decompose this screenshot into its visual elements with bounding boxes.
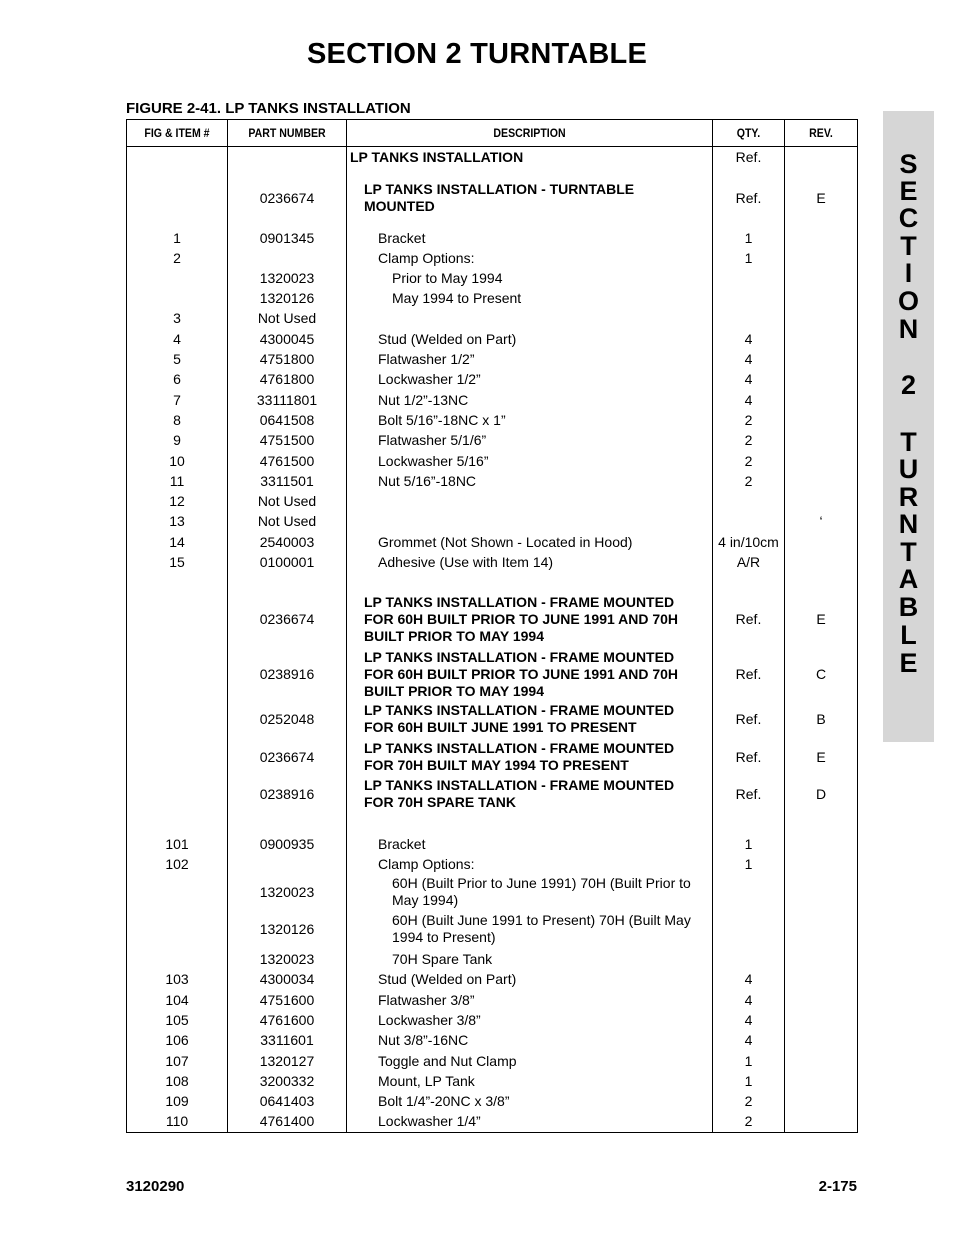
side-tab-letter: A (898, 564, 919, 594)
part-number: Not Used (257, 512, 317, 529)
table-row (127, 451, 857, 471)
description: LP TANKS INSTALLATION - FRAME MOUNTED FOR 60H BUILT JUNE 1991 TO PRESENT (364, 702, 675, 735)
description: Bolt 5/16”-18NC x 1” (378, 411, 506, 428)
description: Stud (Welded on Part) (378, 970, 517, 987)
table-row (127, 969, 857, 989)
fig-item-number: 7 (173, 391, 181, 408)
table-row (127, 647, 857, 701)
table-row (127, 511, 857, 531)
description: Lockwasher 1/4” (378, 1112, 481, 1129)
fig-item-number: 103 (165, 970, 189, 987)
page-number: 2-175 (818, 1178, 857, 1195)
part-number: 4751600 (259, 991, 315, 1008)
part-number: 0641403 (259, 1092, 315, 1109)
quantity: Ref. (735, 189, 762, 206)
description: LP TANKS INSTALLATION - FRAME MOUNTED FOR 60H BUILT PRIOR TO JUNE 1991 AND 70H BUILT PRIOR TO MAY 1994 (364, 593, 679, 644)
side-tab-letter: C (898, 203, 919, 233)
table-row (127, 349, 857, 369)
table-row (127, 491, 857, 511)
quantity: 2 (744, 431, 753, 448)
table-header (127, 120, 857, 147)
part-number: 1320127 (259, 1052, 315, 1069)
description: Bracket (378, 835, 426, 852)
description: 70H Spare Tank (392, 950, 493, 967)
quantity: 4 (744, 970, 753, 987)
part-number: 1320023 (259, 883, 315, 900)
quantity: 4 (744, 350, 753, 367)
part-number: 1320023 (259, 269, 315, 286)
part-number: 4761400 (259, 1112, 315, 1129)
table-row (127, 248, 857, 268)
revision: ‘ (819, 512, 823, 529)
table-row (127, 1111, 857, 1131)
description: May 1994 to Present (392, 289, 522, 306)
revision: C (815, 665, 827, 682)
quantity: Ref. (735, 148, 762, 165)
part-number: 0236674 (259, 610, 315, 627)
quantity: Ref. (735, 610, 762, 627)
side-tab-letter: T (900, 537, 917, 567)
description: Nut 1/2”-13NC (378, 391, 469, 408)
quantity: 2 (744, 1092, 753, 1109)
part-number: 3200332 (259, 1072, 315, 1089)
part-number: 1320023 (259, 950, 315, 967)
table-row (127, 181, 857, 214)
table-row (127, 1010, 857, 1030)
description: LP TANKS INSTALLATION - TURNTABLE MOUNTED (364, 181, 635, 214)
table-row (127, 776, 857, 812)
part-number: 2540003 (259, 533, 315, 550)
table-row (127, 911, 857, 947)
side-tab-letter: N (898, 314, 919, 344)
description: Prior to May 1994 (392, 269, 503, 286)
fig-item-number: 3 (173, 309, 181, 326)
part-number: 4300034 (259, 970, 315, 987)
fig-item-number: 4 (173, 330, 181, 347)
quantity: 1 (744, 1052, 753, 1069)
part-number: 4761800 (259, 370, 315, 387)
quantity: Ref. (735, 665, 762, 682)
fig-item-number: 12 (169, 492, 185, 509)
quantity: 4 (744, 370, 753, 387)
revision: E (816, 189, 826, 206)
side-tab-letter: E (899, 176, 918, 206)
table-row (127, 739, 857, 775)
quantity: Ref. (735, 785, 762, 802)
part-number: 4761500 (259, 452, 315, 469)
part-number: 0238916 (259, 785, 315, 802)
fig-item-number: 6 (173, 370, 181, 387)
description: Bolt 1/4”-20NC x 3/8” (378, 1092, 510, 1109)
table-row (127, 552, 857, 572)
description: Flatwasher 1/2” (378, 350, 475, 367)
quantity: Ref. (735, 710, 762, 727)
description: LP TANKS INSTALLATION (350, 148, 524, 165)
part-number: 4751500 (259, 431, 315, 448)
parts-table (126, 119, 858, 1133)
revision: E (816, 748, 826, 765)
fig-item-number: 108 (165, 1072, 189, 1089)
side-tab-letter: T (900, 427, 917, 457)
description: Nut 5/16”-18NC (378, 472, 477, 489)
table-row (127, 147, 857, 167)
page-title: SECTION 2 TURNTABLE (307, 38, 647, 70)
fig-item-number: 5 (173, 350, 181, 367)
description: Clamp Options: (378, 855, 475, 872)
table-row (127, 1091, 857, 1111)
description: Nut 3/8”-16NC (378, 1031, 469, 1048)
side-tab-letter: N (898, 509, 919, 539)
description: LP TANKS INSTALLATION - FRAME MOUNTED FOR 70H BUILT MAY 1994 TO PRESENT (364, 740, 675, 773)
part-number: 4300045 (259, 330, 315, 347)
table-row (127, 854, 857, 874)
table-row (127, 834, 857, 854)
description: Lockwasher 3/8” (378, 1011, 481, 1028)
quantity: 2 (744, 411, 753, 428)
table-row (127, 701, 857, 737)
description: Toggle and Nut Clamp (378, 1052, 517, 1069)
part-number: 0900935 (259, 835, 315, 852)
part-number: 4761600 (259, 1011, 315, 1028)
part-number: 0100001 (259, 553, 315, 570)
quantity: 4 (744, 991, 753, 1008)
description: 60H (Built Prior to June 1991) 70H (Built Prior to May 1994) (392, 875, 691, 908)
part-number: Not Used (257, 309, 317, 326)
description: 60H (Built June 1991 to Present) 70H (Built May 1994 to Present) (392, 912, 691, 945)
table-row (127, 410, 857, 430)
quantity: 1 (744, 229, 753, 246)
side-tab-letter: O (897, 286, 919, 316)
table-row (127, 1030, 857, 1050)
figure-title: FIGURE 2-41. LP TANKS INSTALLATION (126, 100, 411, 117)
table-row (127, 532, 857, 552)
quantity: 4 (744, 391, 753, 408)
revision: B (816, 710, 826, 727)
table-row (127, 228, 857, 248)
table-row (127, 268, 857, 288)
table-row (127, 949, 857, 969)
quantity: 4 (744, 1011, 753, 1028)
description: Mount, LP Tank (378, 1072, 475, 1089)
side-tab-letter: R (898, 482, 919, 512)
fig-item-number: 8 (173, 411, 181, 428)
side-tab-letter: I (904, 258, 913, 288)
part-number: Not Used (257, 492, 317, 509)
part-number: 0236674 (259, 748, 315, 765)
quantity: Ref. (735, 748, 762, 765)
quantity: 1 (744, 1072, 753, 1089)
quantity: 1 (744, 855, 753, 872)
part-number: 33111801 (256, 391, 318, 408)
fig-item-number: 109 (165, 1092, 189, 1109)
part-number: 1320126 (259, 920, 315, 937)
side-tab-letter: U (898, 454, 919, 484)
description: Bracket (378, 229, 426, 246)
side-tab-letter: E (899, 648, 918, 678)
description: LP TANKS INSTALLATION - FRAME MOUNTED FOR 60H BUILT PRIOR TO JUNE 1991 AND 70H BUILT PRIOR TO MAY 1994 (364, 648, 679, 699)
table-row (127, 430, 857, 450)
table-row (127, 471, 857, 491)
fig-item-number: 1 (173, 229, 181, 246)
fig-item-number: 102 (165, 855, 189, 872)
description: Adhesive (Use with Item 14) (378, 553, 554, 570)
section-side-tab (883, 111, 934, 742)
fig-item-number: 2 (173, 249, 181, 266)
part-number: 0901345 (259, 229, 315, 246)
revision: D (815, 785, 827, 802)
fig-item-number: 107 (165, 1052, 189, 1069)
side-tab-letter: 2 (900, 370, 917, 400)
fig-item-number: 9 (173, 431, 181, 448)
quantity: 2 (744, 472, 753, 489)
description: Stud (Welded on Part) (378, 330, 517, 347)
part-number: 0252048 (259, 710, 315, 727)
side-tab-letter: L (900, 620, 917, 650)
side-tab-letter: B (898, 592, 919, 622)
quantity: 4 (744, 1031, 753, 1048)
quantity: 2 (744, 452, 753, 469)
table-row (127, 390, 857, 410)
header-qty: QTY. (736, 126, 761, 140)
description: LP TANKS INSTALLATION - FRAME MOUNTED FOR 70H SPARE TANK (364, 777, 675, 810)
part-number: 0641508 (259, 411, 315, 428)
fig-item-number: 104 (165, 991, 189, 1008)
document-number: 3120290 (126, 1178, 185, 1195)
table-row (127, 329, 857, 349)
description: Flatwasher 5/1/6” (378, 431, 487, 448)
table-row (127, 369, 857, 389)
fig-item-number: 110 (165, 1112, 189, 1129)
side-tab-letter: S (899, 149, 918, 179)
header-description: DESCRIPTION (493, 126, 566, 140)
description: Flatwasher 3/8” (378, 991, 475, 1008)
quantity: 1 (744, 249, 753, 266)
table-row (127, 1071, 857, 1091)
table-row (127, 990, 857, 1010)
side-tab-letter: T (900, 231, 917, 261)
description: Lockwasher 1/2” (378, 370, 481, 387)
fig-item-number: 14 (169, 533, 185, 550)
fig-item-number: 101 (165, 835, 189, 852)
fig-item-number: 105 (165, 1011, 189, 1028)
description: Lockwasher 5/16” (378, 452, 489, 469)
quantity: 1 (744, 835, 753, 852)
table-row (127, 308, 857, 328)
fig-item-number: 10 (169, 452, 185, 469)
description: Grommet (Not Shown - Located in Hood) (378, 533, 633, 550)
header-fig-item: FIG & ITEM # (144, 126, 210, 140)
description: Clamp Options: (378, 249, 475, 266)
fig-item-number: 13 (169, 512, 185, 529)
fig-item-number: 106 (165, 1031, 189, 1048)
fig-item-number: 11 (169, 472, 185, 489)
header-rev: REV. (809, 126, 833, 140)
quantity: 2 (744, 1112, 753, 1129)
header-part-number: PART NUMBER (248, 126, 326, 140)
table-row (127, 288, 857, 308)
part-number: 0238916 (259, 665, 315, 682)
quantity: A/R (736, 553, 761, 570)
part-number: 3311601 (260, 1031, 314, 1048)
fig-item-number: 15 (169, 553, 185, 570)
part-number: 4751800 (259, 350, 315, 367)
revision: E (816, 610, 826, 627)
quantity: 4 (744, 330, 753, 347)
part-number: 1320126 (259, 289, 315, 306)
part-number: 3311501 (260, 472, 314, 489)
quantity: 4 in/10cm (718, 533, 779, 550)
table-row (127, 874, 857, 910)
part-number: 0236674 (259, 189, 315, 206)
table-row (127, 592, 857, 646)
table-row (127, 1051, 857, 1071)
